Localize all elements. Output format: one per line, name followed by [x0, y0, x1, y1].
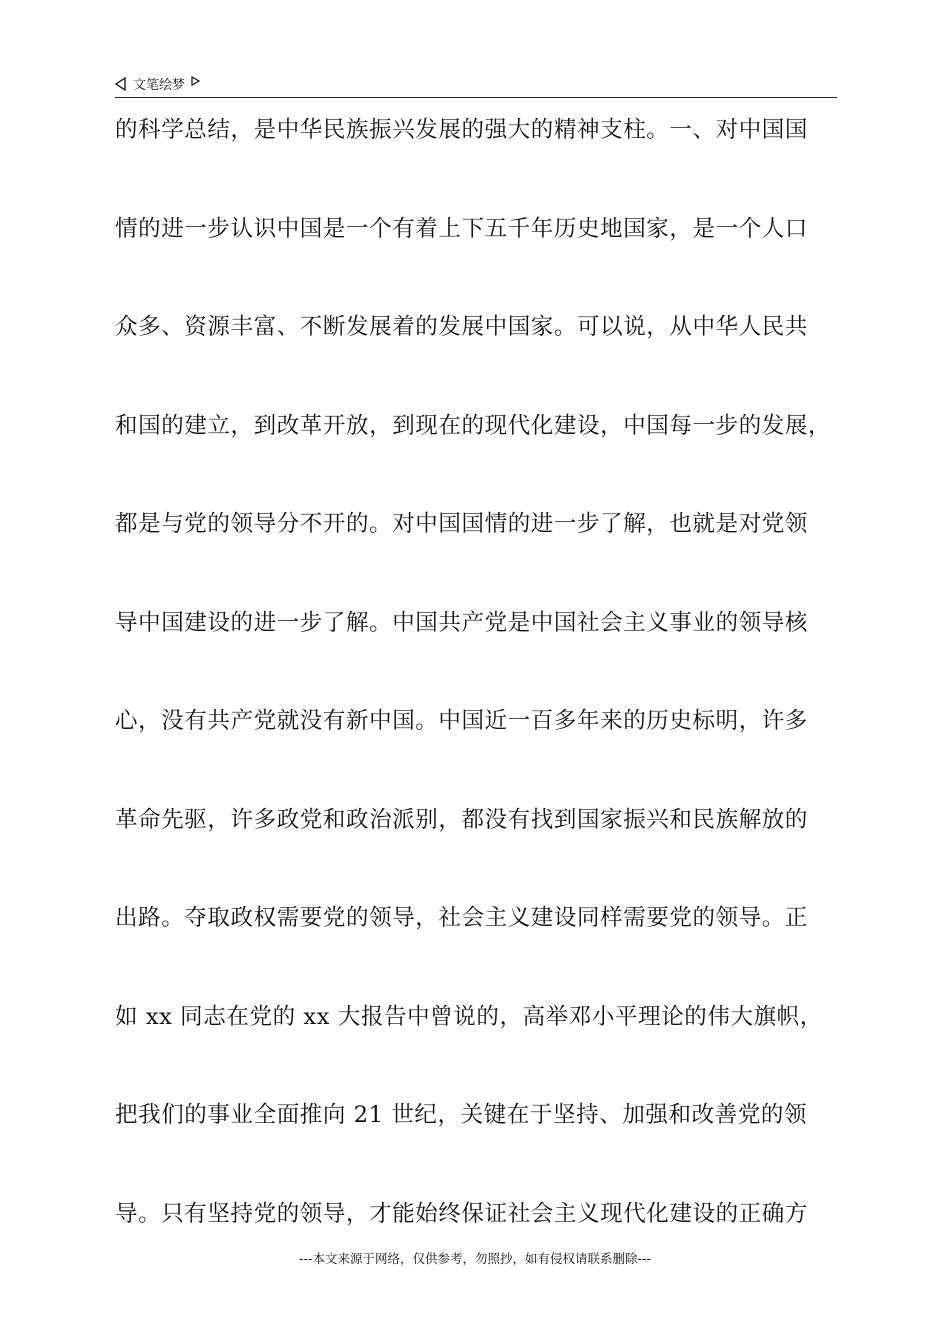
text-line-10: 如 xx 同志在党的 xx 大报告中曾说的，高举邓小平理论的伟大旗帜， — [115, 1003, 823, 1030]
footer-notice: ---本文来源于网络，仅供参考，勿照抄，如有侵权请联系删除--- — [298, 1251, 652, 1266]
header-title: 文笔绘梦 — [133, 78, 186, 93]
text-line-8: 革命先驱，许多政党和政治派别，都没有找到国家振兴和民族解放的 — [115, 806, 809, 833]
page-header — [115, 72, 837, 98]
triangle-left-icon — [115, 77, 126, 91]
text-line-7: 心，没有共产党就没有新中国。中国近一百多年来的历史标明，许多 — [115, 708, 809, 734]
header-brand — [115, 74, 200, 93]
text-line-3: 众多、资源丰富、不断发展着的发展中国家。可以说，从中华人民共 — [115, 314, 809, 340]
text-line-5: 都是与党的领导分不开的。对中国国情的进一步了解，也就是对党领 — [115, 511, 809, 537]
text-line-2: 情的进一步认识中国是一个有着上下五千年历史地国家，是一个人口 — [115, 215, 809, 242]
text-line-12: 导。只有坚持党的领导，才能始终保证社会主义现代化建设的正确方 — [115, 1200, 809, 1227]
text-line-11: 把我们的事业全面推向 21 世纪，关键在于坚持、加强和改善党的领 — [115, 1102, 808, 1128]
text-line-6: 导中国建设的进一步了解。中国共产党是中国社会主义事业的领导核 — [115, 609, 809, 636]
document-body — [115, 108, 855, 1290]
text-line-9: 出路。夺取政权需要党的领导，社会主义建设同样需要党的领导。正 — [115, 905, 809, 931]
triangle-right-icon — [191, 76, 200, 86]
text-line-1: 的科学总结，是中华民族振兴发展的强大的精神支柱。一、对中国国 — [115, 117, 809, 143]
text-line-4: 和国的建立，到改革开放，到现在的现代化建设，中国每一步的发展， — [115, 412, 832, 439]
